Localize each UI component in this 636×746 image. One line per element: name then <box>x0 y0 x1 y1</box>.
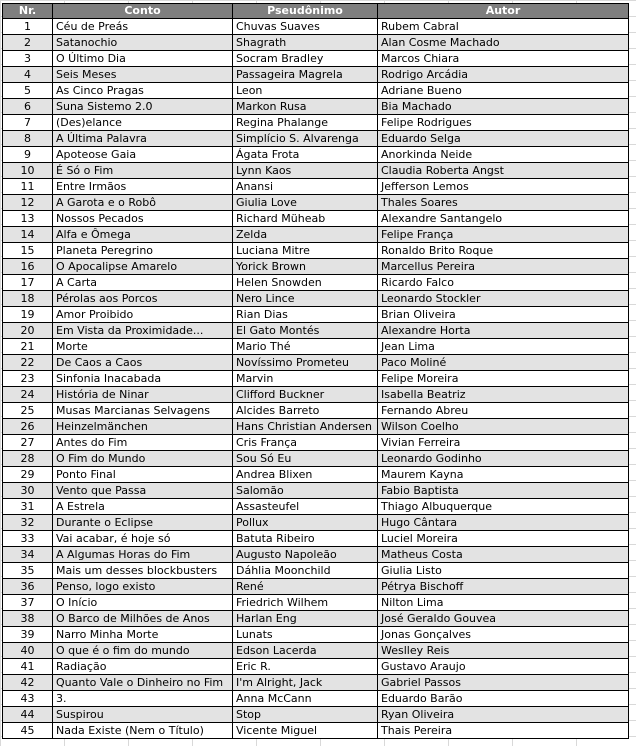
cell-conto[interactable]: Satanochio <box>53 35 233 51</box>
cell-autor[interactable]: Bia Machado <box>378 99 629 115</box>
cell-conto[interactable]: Em Vista da Proximidade... <box>53 323 233 339</box>
cell-pseudonimo[interactable]: Passageira Magrela <box>233 67 378 83</box>
cell-autor[interactable]: Matheus Costa <box>378 547 629 563</box>
cell-autor[interactable]: Eduardo Selga <box>378 131 629 147</box>
cell-conto[interactable]: História de Ninar <box>53 387 233 403</box>
cell-nr[interactable]: 28 <box>3 451 53 467</box>
cell-pseudonimo[interactable]: Simplício S. Alvarenga <box>233 131 378 147</box>
cell-nr[interactable]: 4 <box>3 67 53 83</box>
cell-autor[interactable]: Fabio Baptista <box>378 483 629 499</box>
cell-nr[interactable]: 17 <box>3 275 53 291</box>
cell-autor[interactable]: Wilson Coelho <box>378 419 629 435</box>
cell-nr[interactable]: 15 <box>3 243 53 259</box>
cell-autor[interactable]: Leonardo Godinho <box>378 451 629 467</box>
cell-conto[interactable]: Amor Proibido <box>53 307 233 323</box>
cell-nr[interactable]: 20 <box>3 323 53 339</box>
cell-autor[interactable]: Vivian Ferreira <box>378 435 629 451</box>
cell-nr[interactable]: 16 <box>3 259 53 275</box>
cell-nr[interactable]: 34 <box>3 547 53 563</box>
cell-conto[interactable]: Sinfonia Inacabada <box>53 371 233 387</box>
cell-nr[interactable]: 26 <box>3 419 53 435</box>
header-autor[interactable]: Autor <box>378 4 629 19</box>
cell-nr[interactable]: 39 <box>3 627 53 643</box>
cell-pseudonimo[interactable]: Hans Christian Andersen <box>233 419 378 435</box>
cell-conto[interactable]: O Fim do Mundo <box>53 451 233 467</box>
table-row <box>3 691 629 707</box>
cell-autor[interactable]: Gabriel Passos <box>378 675 629 691</box>
table-row <box>3 195 629 211</box>
cell-nr[interactable]: 10 <box>3 163 53 179</box>
cell-pseudonimo[interactable]: Anansi <box>233 179 378 195</box>
cell-nr[interactable]: 2 <box>3 35 53 51</box>
cell-nr[interactable]: 21 <box>3 339 53 355</box>
cell-autor[interactable]: Isabella Beatriz <box>378 387 629 403</box>
cell-conto[interactable]: Quanto Vale o Dinheiro no Fim <box>53 675 233 691</box>
cell-conto[interactable]: Alfa e Ômega <box>53 227 233 243</box>
cell-autor[interactable]: Rodrigo Arcádia <box>378 67 629 83</box>
cell-conto[interactable]: A Garota e o Robô <box>53 195 233 211</box>
table-row <box>3 67 629 83</box>
cell-autor[interactable]: Alan Cosme Machado <box>378 35 629 51</box>
cell-autor[interactable]: Thales Soares <box>378 195 629 211</box>
cell-pseudonimo[interactable]: Alcides Barreto <box>233 403 378 419</box>
table-row <box>3 83 629 99</box>
cell-pseudonimo[interactable]: Cris França <box>233 435 378 451</box>
table-row <box>3 259 629 275</box>
cell-pseudonimo[interactable]: Lunats <box>233 627 378 643</box>
table-row <box>3 163 629 179</box>
table-row <box>3 211 629 227</box>
cell-autor[interactable]: Ryan Oliveira <box>378 707 629 723</box>
cell-autor[interactable]: Claudia Roberta Angst <box>378 163 629 179</box>
cell-conto[interactable]: O Apocalipse Amarelo <box>53 259 233 275</box>
cell-nr[interactable]: 1 <box>3 19 53 35</box>
cell-conto[interactable]: Musas Marcianas Selvagens <box>53 403 233 419</box>
cell-nr[interactable]: 33 <box>3 531 53 547</box>
table-row <box>3 291 629 307</box>
cell-autor[interactable]: Marcos Chiara <box>378 51 629 67</box>
cell-pseudonimo[interactable]: Augusto Napoleão <box>233 547 378 563</box>
cell-autor[interactable]: Felipe Rodrigues <box>378 115 629 131</box>
cell-autor[interactable]: Fernando Abreu <box>378 403 629 419</box>
cell-autor[interactable]: Felipe França <box>378 227 629 243</box>
table-row <box>3 355 629 371</box>
cell-autor[interactable]: Luciel Moreira <box>378 531 629 547</box>
table-row <box>3 115 629 131</box>
table-row <box>3 371 629 387</box>
cell-conto[interactable]: Ponto Final <box>53 467 233 483</box>
cell-nr[interactable]: 43 <box>3 691 53 707</box>
cell-conto[interactable]: Morte <box>53 339 233 355</box>
table-row <box>3 595 629 611</box>
cell-pseudonimo[interactable]: Pollux <box>233 515 378 531</box>
cell-pseudonimo[interactable]: Sou Só Eu <box>233 451 378 467</box>
cell-nr[interactable]: 42 <box>3 675 53 691</box>
cell-autor[interactable]: Gustavo Araujo <box>378 659 629 675</box>
cell-autor[interactable]: Ronaldo Brito Roque <box>378 243 629 259</box>
header-nr[interactable]: Nr. <box>3 4 53 19</box>
cell-conto[interactable]: A Carta <box>53 275 233 291</box>
cell-autor[interactable]: Leonardo Stockler <box>378 291 629 307</box>
cell-pseudonimo[interactable]: Salomão <box>233 483 378 499</box>
table-row <box>3 499 629 515</box>
cell-conto[interactable]: De Caos a Caos <box>53 355 233 371</box>
cell-conto[interactable]: Vento que Passa <box>53 483 233 499</box>
table-row <box>3 659 629 675</box>
cell-autor[interactable]: Felipe Moreira <box>378 371 629 387</box>
cell-pseudonimo[interactable]: Richard Müheab <box>233 211 378 227</box>
cell-nr[interactable]: 38 <box>3 611 53 627</box>
contos-table <box>2 3 629 739</box>
cell-pseudonimo[interactable]: Marvin <box>233 371 378 387</box>
cell-conto[interactable]: O Barco de Milhões de Anos <box>53 611 233 627</box>
cell-pseudonimo[interactable]: Friedrich Wilhem <box>233 595 378 611</box>
cell-autor[interactable]: Weslley Reis <box>378 643 629 659</box>
cell-conto[interactable]: O que é o fim do mundo <box>53 643 233 659</box>
table-row <box>3 579 629 595</box>
cell-nr[interactable]: 19 <box>3 307 53 323</box>
cell-pseudonimo[interactable]: Rian Dias <box>233 307 378 323</box>
cell-conto[interactable]: As Cinco Pragas <box>53 83 233 99</box>
cell-nr[interactable]: 36 <box>3 579 53 595</box>
header-row <box>3 4 629 19</box>
cell-pseudonimo[interactable]: Assasteufel <box>233 499 378 515</box>
cell-autor[interactable]: Pétrya Bischoff <box>378 579 629 595</box>
cell-autor[interactable]: Maurem Kayna <box>378 467 629 483</box>
cell-conto[interactable]: Pérolas aos Porcos <box>53 291 233 307</box>
cell-nr[interactable]: 14 <box>3 227 53 243</box>
cell-pseudonimo[interactable]: I'm Alright, Jack <box>233 675 378 691</box>
cell-conto[interactable]: O Início <box>53 595 233 611</box>
cell-pseudonimo[interactable]: Vicente Miguel <box>233 723 378 739</box>
cell-nr[interactable]: 25 <box>3 403 53 419</box>
table-row <box>3 323 629 339</box>
cell-pseudonimo[interactable]: Clifford Buckner <box>233 387 378 403</box>
cell-pseudonimo[interactable]: Edson Lacerda <box>233 643 378 659</box>
cell-pseudonimo[interactable]: Zelda <box>233 227 378 243</box>
cell-nr[interactable]: 11 <box>3 179 53 195</box>
table-row <box>3 19 629 35</box>
cell-conto[interactable]: Céu de Preás <box>53 19 233 35</box>
cell-autor[interactable]: Adriane Bueno <box>378 83 629 99</box>
table-row <box>3 515 629 531</box>
cell-conto[interactable]: 3. <box>53 691 233 707</box>
cell-pseudonimo[interactable]: Mario Thé <box>233 339 378 355</box>
table-row <box>3 483 629 499</box>
cell-autor[interactable]: Ricardo Falco <box>378 275 629 291</box>
cell-nr[interactable]: 40 <box>3 643 53 659</box>
cell-autor[interactable]: Hugo Cântara <box>378 515 629 531</box>
table-row <box>3 723 629 739</box>
table-row <box>3 99 629 115</box>
table-row <box>3 51 629 67</box>
header-conto[interactable]: Conto <box>53 4 233 19</box>
cell-nr[interactable]: 27 <box>3 435 53 451</box>
cell-pseudonimo[interactable]: Yorick Brown <box>233 259 378 275</box>
cell-nr[interactable]: 24 <box>3 387 53 403</box>
cell-conto[interactable]: Radiação <box>53 659 233 675</box>
cell-conto[interactable]: A Algumas Horas do Fim <box>53 547 233 563</box>
cell-autor[interactable]: Eduardo Barão <box>378 691 629 707</box>
table-row <box>3 275 629 291</box>
cell-conto[interactable]: Suna Sistemo 2.0 <box>53 99 233 115</box>
cell-pseudonimo[interactable]: Nero Lince <box>233 291 378 307</box>
cell-nr[interactable]: 37 <box>3 595 53 611</box>
cell-conto[interactable]: Nossos Pecados <box>53 211 233 227</box>
cell-autor[interactable]: Paco Moliné <box>378 355 629 371</box>
cell-conto[interactable]: É Só o Fim <box>53 163 233 179</box>
table-row <box>3 627 629 643</box>
cell-conto[interactable]: (Des)elance <box>53 115 233 131</box>
table-row <box>3 547 629 563</box>
cell-pseudonimo[interactable]: Andrea Blixen <box>233 467 378 483</box>
cell-pseudonimo[interactable]: Leon <box>233 83 378 99</box>
table-row <box>3 435 629 451</box>
table-row <box>3 611 629 627</box>
cell-pseudonimo[interactable]: Harlan Eng <box>233 611 378 627</box>
cell-conto[interactable]: Nada Existe (Nem o Título) <box>53 723 233 739</box>
cell-conto[interactable]: Antes do Fim <box>53 435 233 451</box>
table-row <box>3 531 629 547</box>
cell-autor[interactable]: Alexandre Santangelo <box>378 211 629 227</box>
cell-pseudonimo[interactable]: Shagrath <box>233 35 378 51</box>
cell-pseudonimo[interactable]: Novíssimo Prometeu <box>233 355 378 371</box>
cell-autor[interactable]: Brian Oliveira <box>378 307 629 323</box>
cell-conto[interactable]: Planeta Peregrino <box>53 243 233 259</box>
cell-nr[interactable]: 3 <box>3 51 53 67</box>
cell-pseudonimo[interactable]: Ágata Frota <box>233 147 378 163</box>
cell-conto[interactable]: O Último Dia <box>53 51 233 67</box>
cell-pseudonimo[interactable]: Luciana Mitre <box>233 243 378 259</box>
cell-nr[interactable]: 35 <box>3 563 53 579</box>
cell-pseudonimo[interactable]: Socram Bradley <box>233 51 378 67</box>
cell-autor[interactable]: Marcellus Pereira <box>378 259 629 275</box>
cell-pseudonimo[interactable]: El Gato Montés <box>233 323 378 339</box>
cell-autor[interactable]: Giulia Listo <box>378 563 629 579</box>
cell-nr[interactable]: 44 <box>3 707 53 723</box>
table-row <box>3 419 629 435</box>
cell-pseudonimo[interactable]: Markon Rusa <box>233 99 378 115</box>
cell-conto[interactable]: Narro Minha Morte <box>53 627 233 643</box>
cell-autor[interactable]: Nilton Lima <box>378 595 629 611</box>
header-pseudonimo[interactable]: Pseudônimo <box>233 4 378 19</box>
cell-pseudonimo[interactable]: Regina Phalange <box>233 115 378 131</box>
cell-nr[interactable]: 31 <box>3 499 53 515</box>
cell-autor[interactable]: Rubem Cabral <box>378 19 629 35</box>
table-row <box>3 675 629 691</box>
cell-nr[interactable]: 22 <box>3 355 53 371</box>
table-row <box>3 643 629 659</box>
cell-autor[interactable]: Jefferson Lemos <box>378 179 629 195</box>
table-row <box>3 387 629 403</box>
cell-nr[interactable]: 7 <box>3 115 53 131</box>
cell-conto[interactable]: Penso, logo existo <box>53 579 233 595</box>
table-row <box>3 179 629 195</box>
cell-pseudonimo[interactable]: Chuvas Suaves <box>233 19 378 35</box>
cell-nr[interactable]: 5 <box>3 83 53 99</box>
cell-nr[interactable]: 30 <box>3 483 53 499</box>
cell-nr[interactable]: 8 <box>3 131 53 147</box>
table-row <box>3 451 629 467</box>
table-row <box>3 243 629 259</box>
cell-conto[interactable]: Durante o Eclipse <box>53 515 233 531</box>
cell-autor[interactable]: Jonas Gonçalves <box>378 627 629 643</box>
cell-autor[interactable]: Thiago Albuquerque <box>378 499 629 515</box>
cell-pseudonimo[interactable]: Dáhlia Moonchild <box>233 563 378 579</box>
cell-pseudonimo[interactable]: Eric R. <box>233 659 378 675</box>
cell-conto[interactable]: Seis Meses <box>53 67 233 83</box>
table-row <box>3 227 629 243</box>
table-row <box>3 147 629 163</box>
table-row <box>3 339 629 355</box>
cell-nr[interactable]: 13 <box>3 211 53 227</box>
cell-autor[interactable]: Anorkinda Neide <box>378 147 629 163</box>
cell-pseudonimo[interactable]: René <box>233 579 378 595</box>
cell-nr[interactable]: 32 <box>3 515 53 531</box>
cell-nr[interactable]: 18 <box>3 291 53 307</box>
table-row <box>3 403 629 419</box>
cell-autor[interactable]: Alexandre Horta <box>378 323 629 339</box>
cell-nr[interactable]: 41 <box>3 659 53 675</box>
table-row <box>3 35 629 51</box>
cell-autor[interactable]: José Geraldo Gouvea <box>378 611 629 627</box>
cell-nr[interactable]: 23 <box>3 371 53 387</box>
cell-nr[interactable]: 9 <box>3 147 53 163</box>
cell-nr[interactable]: 29 <box>3 467 53 483</box>
table-row <box>3 563 629 579</box>
cell-conto[interactable]: Suspirou <box>53 707 233 723</box>
cell-conto[interactable]: Mais um desses blockbusters <box>53 563 233 579</box>
cell-pseudonimo[interactable]: Lynn Kaos <box>233 163 378 179</box>
cell-autor[interactable]: Thais Pereira <box>378 723 629 739</box>
cell-pseudonimo[interactable]: Giulia Love <box>233 195 378 211</box>
cell-conto[interactable]: Vai acabar, é hoje só <box>53 531 233 547</box>
cell-pseudonimo[interactable]: Helen Snowden <box>233 275 378 291</box>
cell-pseudonimo[interactable]: Stop <box>233 707 378 723</box>
cell-pseudonimo[interactable]: Batuta Ribeiro <box>233 531 378 547</box>
cell-nr[interactable]: 45 <box>3 723 53 739</box>
table-row <box>3 467 629 483</box>
table-row <box>3 307 629 323</box>
cell-nr[interactable]: 6 <box>3 99 53 115</box>
cell-pseudonimo[interactable]: Anna McCann <box>233 691 378 707</box>
cell-nr[interactable]: 12 <box>3 195 53 211</box>
cell-conto[interactable]: Apoteose Gaia <box>53 147 233 163</box>
cell-conto[interactable]: Heinzelmänchen <box>53 419 233 435</box>
cell-conto[interactable]: Entre Irmãos <box>53 179 233 195</box>
cell-conto[interactable]: A Última Palavra <box>53 131 233 147</box>
cell-autor[interactable]: Jean Lima <box>378 339 629 355</box>
cell-conto[interactable]: A Estrela <box>53 499 233 515</box>
table-row <box>3 131 629 147</box>
table-row <box>3 707 629 723</box>
